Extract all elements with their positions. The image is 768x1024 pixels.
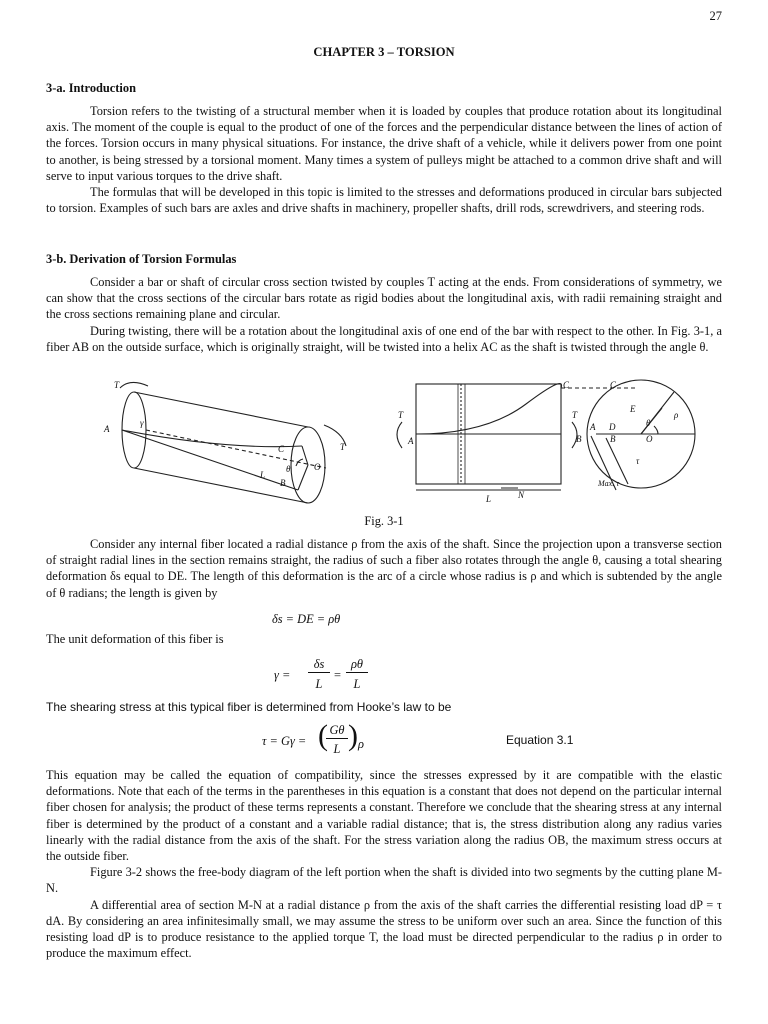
unit-deformation-line: The unit deformation of this fiber is xyxy=(46,632,224,646)
label-T-3: T xyxy=(398,410,404,420)
hooke-line: The shearing stress at this typical fiber is determined from Hooke’s law to be xyxy=(46,700,452,714)
derivation-text xyxy=(46,274,722,355)
derivation-paragraph-2: During twisting, there will be a rotation about the longitudinal axis of one end of the bar with respect to the other. In Fig. 3-1, a fiber AB on the outside surface, which is originally straight, will be twisted into a helix AC as the shaft is twisted through the angle θ. xyxy=(46,323,722,354)
fiber-paragraph: Consider any internal fiber located a radial distance ρ from the axis of the shaft. Since the projection upon a transverse section of straight radial lines in the section remains straight, the radius of such a fiber also rotates through the angle θ, causing a total shearing deformation δs equal to DE. The length of this deformation is the arc of a circle whose radius is ρ and which is subtended by the angle of θ radians; the length is given by xyxy=(46,537,722,600)
label-max-tau: Max. τ xyxy=(598,479,620,488)
eq2-fraction2-numerator: ρθ xyxy=(346,656,368,673)
section-heading-introduction: 3-a. Introduction xyxy=(46,81,136,95)
eq3-rho: ρ xyxy=(358,737,364,751)
label-N: N xyxy=(518,490,525,500)
label-theta-2: θ xyxy=(646,418,651,428)
label-B-2: B xyxy=(576,434,582,444)
page-number: 27 xyxy=(709,9,722,23)
equation-3-1 xyxy=(262,719,392,760)
label-C-2: C xyxy=(563,380,570,390)
compatibility-text xyxy=(46,767,722,961)
label-D: D xyxy=(609,422,616,432)
section-heading-derivation: 3-b. Derivation of Torsion Formulas xyxy=(46,252,237,266)
eq3-right-paren: ) xyxy=(348,719,358,752)
figure-caption: Fig. 3-1 xyxy=(364,514,404,528)
compatibility-paragraph: This equation may be called the equation of compatibility, since the stresses expressed by it are compatible with the elastic deformations. Note that each of the terms in the parentheses in this equation is a constant that does not depend on the particular internal fiber chosen for analysis; the product of these terms represents a constant. Therefore we conclude that the shearing stress at any internal fiber is determined by the product of a constant and a variable radial distance; that is, the stress distribution along any radius varies linearly with the radial distance from the axis of the shaft. For the stress variation along the radius OB, the maximum stress occurs at the outside fiber. xyxy=(46,768,722,864)
label-A-2: A xyxy=(408,436,414,446)
eq2-fraction2-denominator: L xyxy=(353,677,361,691)
chapter-title: CHAPTER 3 – TORSION xyxy=(313,45,455,59)
figure-3-1 xyxy=(106,380,726,515)
intro-text xyxy=(46,103,722,216)
equation-3-1-label: Equation 3.1 xyxy=(506,733,574,747)
label-A-1: A xyxy=(104,424,110,434)
eq3-left-paren: ( xyxy=(318,719,328,752)
unit-deformation-text xyxy=(46,631,722,647)
label-T-2: T xyxy=(340,442,346,452)
label-rho: ρ xyxy=(674,410,679,420)
label-C-1: C xyxy=(278,444,285,454)
label-B-3: B xyxy=(610,434,616,444)
eq2-equals: = xyxy=(334,668,341,682)
free-body-paragraph: Figure 3-2 shows the free-body diagram of the left portion when the shaft is divided into two segments by the cutting plane M-N. xyxy=(46,865,722,896)
eq2-lhs: γ = xyxy=(274,668,291,682)
label-gamma: γ xyxy=(140,418,144,428)
label-B-1: B xyxy=(280,478,286,488)
label-E: E xyxy=(630,404,636,414)
equation-shear-deformation: δs = DE = ρθ xyxy=(272,612,341,626)
equation-unit-deformation xyxy=(274,656,414,696)
label-L-2: L xyxy=(486,494,492,504)
label-O-1: O xyxy=(314,462,321,472)
eq2-fraction1-denominator: L xyxy=(315,677,323,691)
label-L-1: L xyxy=(260,470,266,480)
label-T-4: T xyxy=(572,410,578,420)
eq3-denominator: L xyxy=(333,742,341,756)
eq2-fraction1-numerator: δs xyxy=(308,656,330,673)
label-T-1: T xyxy=(114,380,120,390)
eq3-lhs: τ = Gγ = xyxy=(262,734,307,748)
derivation-paragraph-1: Consider a bar or shaft of circular cross section twisted by couples T acting at the ends. From considerations of symmetry, we can show that the cross sections of the circular bars rotate as rigid bodies about the longitudinal axis, with radii remaining straight and the cross sections remaining plane and circular. xyxy=(46,275,722,322)
eq3-numerator: Gθ xyxy=(326,722,348,739)
hooke-text xyxy=(46,699,722,715)
shaft-end-left xyxy=(122,392,146,468)
intro-paragraph-1: Torsion refers to the twisting of a structural member when it is loaded by couples that produce rotation about its longitudinal axis. The moment of the couple is equal to the product of one of the forces and the perpendicular distance between the lines of action of the forces. Torsion occurs in many physical situations. For instance, the drive shaft of a vehicle, while it delivers power from one point to another, is being stressed by a torsional moment. Many times a system of pulleys might be attached to a common drive shaft and will serve to input various torques to the drive shaft. xyxy=(46,104,722,183)
label-tau: τ xyxy=(636,456,640,466)
label-A-3: A xyxy=(590,422,596,432)
label-O-2: O xyxy=(646,434,653,444)
differential-area-paragraph: A differential area of section M-N at a radial distance ρ from the axis of the shaft carries the differential resisting load dP = τ dA. By considering an area infinitesimally small, we may assume the stress to be uniform over such an area. Since the function of this resisting load dP is to produce resistance to the applied torque T, the load must be directed perpendicular to the radius ρ in order to produce the maximum effect. xyxy=(46,897,722,961)
label-C-3: C xyxy=(610,380,617,390)
label-theta-1: θ xyxy=(286,464,291,474)
intro-paragraph-2: The formulas that will be developed in this topic is limited to the stresses and deformations produced in circular bars subjected to torsion. Examples of such bars are axles and drive shafts in machinery, propeller shafts, drill rods, screwdrivers, and steering rods. xyxy=(46,185,722,216)
fiber-text xyxy=(46,536,722,601)
